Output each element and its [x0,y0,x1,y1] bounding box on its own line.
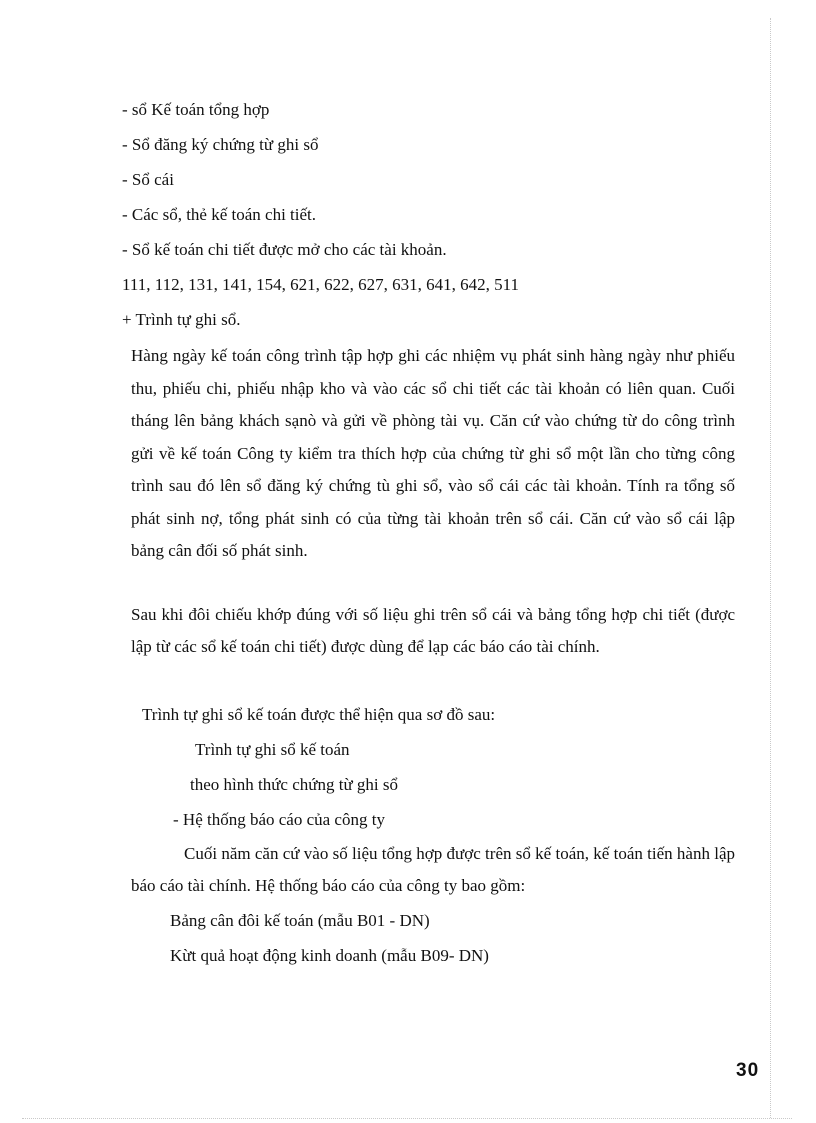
paragraph-year-end: Cuối năm căn cứ vào số liệu tổng hợp được trên sổ kế toán, kế toán tiến hành lập báo cáo tài chính. Hệ thống báo cáo của công ty bao gồm: [131,844,735,895]
page-border-right [770,18,771,1118]
diagram-title-line-1: Trình tự ghi sổ kế toán [195,740,350,759]
list-item-general-ledger: - sổ Kế toán tổng hợp [122,100,270,119]
section-heading-recording-order: + Trình tự ghi sổ. [122,310,241,329]
list-item-ledger: - Sổ cái [122,170,174,189]
report-business-results: Kừt quả hoạt động kinh doanh (mẫu B09- DN) [170,946,489,965]
paragraph-reconciliation: Sau khi đôi chiếu khớp đúng với số liệu ghi trên sổ cái và bảng tổng hợp chi tiết (được lập từ các sổ kế toán chi tiết) được dùng để lạp các báo cáo tài chính. [131,605,735,656]
list-item-detail-books: - Các sổ, thẻ kế toán chi tiết. [122,205,317,224]
page-number: 30 [736,1060,760,1081]
diagram-title-line-2: theo hình thức chứng từ ghi sổ [190,775,399,794]
intro-line: Trình tự ghi sổ kế toán được thể hiện qua sơ đồ sau: [142,705,496,724]
account-numbers: 111, 112, 131, 141, 154, 621, 622, 627, 631, 641, 642, 511 [122,275,519,294]
page-border-bottom [22,1118,792,1119]
list-item-detail-accounts: - Sổ kế toán chi tiết được mở cho các tài khoản. [122,240,447,259]
section-heading-report-system: - Hệ thống báo cáo của công ty [173,810,385,829]
list-item-voucher-register: - Sổ đăng ký chứng từ ghi sổ [122,135,319,154]
report-balance-sheet: Bảng cân đôi kế toán (mẫu B01 - DN) [170,911,430,930]
paragraph-daily-process: Hàng ngày kế toán công trình tập hợp ghi các nhiệm vụ phát sinh hàng ngày như phiếu thu, phiếu chi, phiếu nhập kho và vào các sổ chi tiết các tài khoản có liên quan. Cuối tháng lên bảng khách sạnò và gửi về phòng tài vụ. Căn cứ vào chứng từ do công trình gửi về kế toán Công ty kiểm tra thích hợp của chứng từ ghi sổ một lần cho từng công trình sau đó lên sổ đăng ký chứng tù ghi sổ, vào sổ cái các tài khoản. Tính ra tổng số phát sinh nợ, tổng phát sinh có của từng tài khoản trên sổ cái. Căn cứ vào sổ cái lập bảng cân đối số phát sinh. [131,346,735,560]
